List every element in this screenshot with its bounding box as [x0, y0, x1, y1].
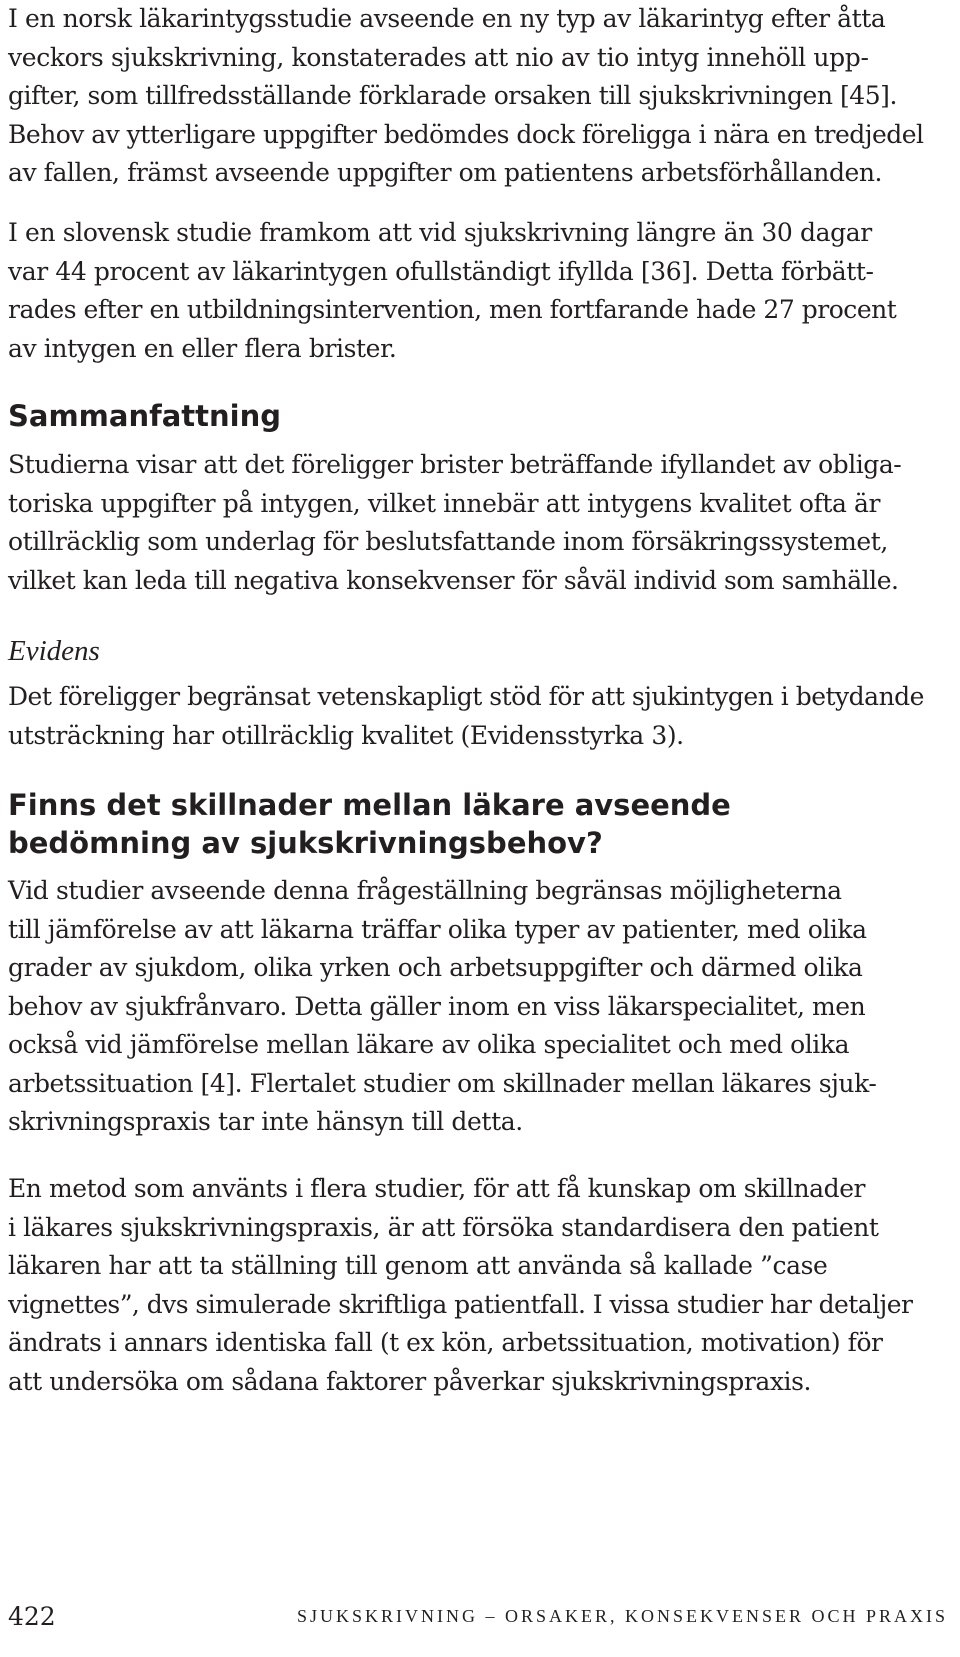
- paragraph-slovensk-studie: [8, 214, 896, 368]
- text-line: ändrats i annars identiska fall (t ex kön, arbetssituation, motivation) för: [8, 1328, 883, 1357]
- text-line: arbetssituation [4]. Flertalet studier om skillnader mellan läkares sjuk-: [8, 1068, 877, 1098]
- heading-line: bedömning av sjukskrivningsbehov?: [8, 826, 603, 860]
- paragraph-sammanfattning: [8, 446, 901, 600]
- text-line: behov av sjukfrånvaro. Detta gäller inom en viss läkarspecialitet, men: [8, 991, 866, 1021]
- text-line: vilket kan leda till negativa konsekvenser för såväl individ som samhälle.: [8, 565, 899, 595]
- paragraph-norsk-studie: [8, 0, 923, 193]
- text-line: att undersöka om sådana faktorer påverkar sjukskrivningspraxis.: [8, 1366, 812, 1396]
- page-footer: [8, 1597, 952, 1637]
- paragraph-vid-studier: [8, 872, 876, 1142]
- text-line: veckors sjukskrivning, konstaterades att nio av tio intyg innehöll upp-: [8, 42, 869, 72]
- text-line: I en norsk läkarintygsstudie avseende en ny typ av läkarintyg efter åtta: [8, 4, 886, 33]
- section-heading-sammanfattning: Sammanfattning: [8, 399, 282, 433]
- text-line: Det föreligger begränsat vetenskapligt stöd för att sjukintygen i betydande: [8, 682, 924, 711]
- text-line: I en slovensk studie framkom att vid sjukskrivning längre än 30 dagar: [8, 218, 872, 247]
- subheading-evidens: Evidens: [8, 635, 100, 667]
- text-line: grader av sjukdom, olika yrken och arbetsuppgifter och därmed olika: [8, 953, 863, 982]
- heading-line: Finns det skillnader mellan läkare avseende: [8, 788, 731, 822]
- text-line: Behov av ytterligare uppgifter bedömdes dock föreligga i nära en tredjedel: [8, 119, 924, 149]
- text-line: av fallen, främst avseende uppgifter om patientens arbetsförhållanden.: [8, 158, 883, 187]
- text-line: vignettes”, dvs simulerade skriftliga patientfall. I vissa studier har detaljer: [8, 1289, 913, 1319]
- paragraph-evidens: [8, 678, 924, 755]
- text-line: gifter, som tillfredsställande förklarade orsaken till sjukskrivningen [45].: [8, 81, 897, 110]
- text-line: Vid studier avseende denna frågeställning begränsas möjligheterna: [8, 876, 842, 905]
- text-line: också vid jämförelse mellan läkare av olika specialitet och med olika: [8, 1030, 850, 1059]
- text-line: till jämförelse av att läkarna träffar olika typer av patienter, med olika: [8, 914, 867, 944]
- text-line: Studierna visar att det föreligger brister beträffande ifyllandet av obliga-: [8, 450, 902, 479]
- text-line: av intygen en eller flera brister.: [8, 333, 397, 363]
- section-heading-skillnader: [8, 786, 731, 862]
- text-line: otillräcklig som underlag för beslutsfattande inom försäkringssystemet,: [8, 527, 888, 556]
- text-line: i läkares sjukskrivningspraxis, är att försöka standardisera den patient: [8, 1212, 879, 1242]
- text-line: läkaren har att ta ställning till genom att använda så kallade ”case: [8, 1251, 828, 1280]
- text-line: toriska uppgifter på intygen, vilket innebär att intygens kvalitet ofta är: [8, 488, 881, 518]
- text-line: utsträckning har otillräcklig kvalitet (Evidensstyrka 3).: [8, 720, 684, 750]
- text-line: rades efter en utbildningsintervention, men fortfarande hade 27 procent: [8, 295, 897, 324]
- text-line: skrivningspraxis tar inte hänsyn till detta.: [8, 1107, 523, 1136]
- running-title: SJUKSKRIVNING – ORSAKER, KONSEKVENSER OCH PRAXIS: [296, 1606, 948, 1626]
- paragraph-metod: [8, 1170, 912, 1401]
- text-line: var 44 procent av läkarintygen ofullständigt ifyllda [36]. Detta förbätt-: [8, 256, 874, 286]
- page-number: 422: [8, 1602, 56, 1631]
- text-line: En metod som använts i flera studier, för att få kunskap om skillnader: [8, 1174, 866, 1203]
